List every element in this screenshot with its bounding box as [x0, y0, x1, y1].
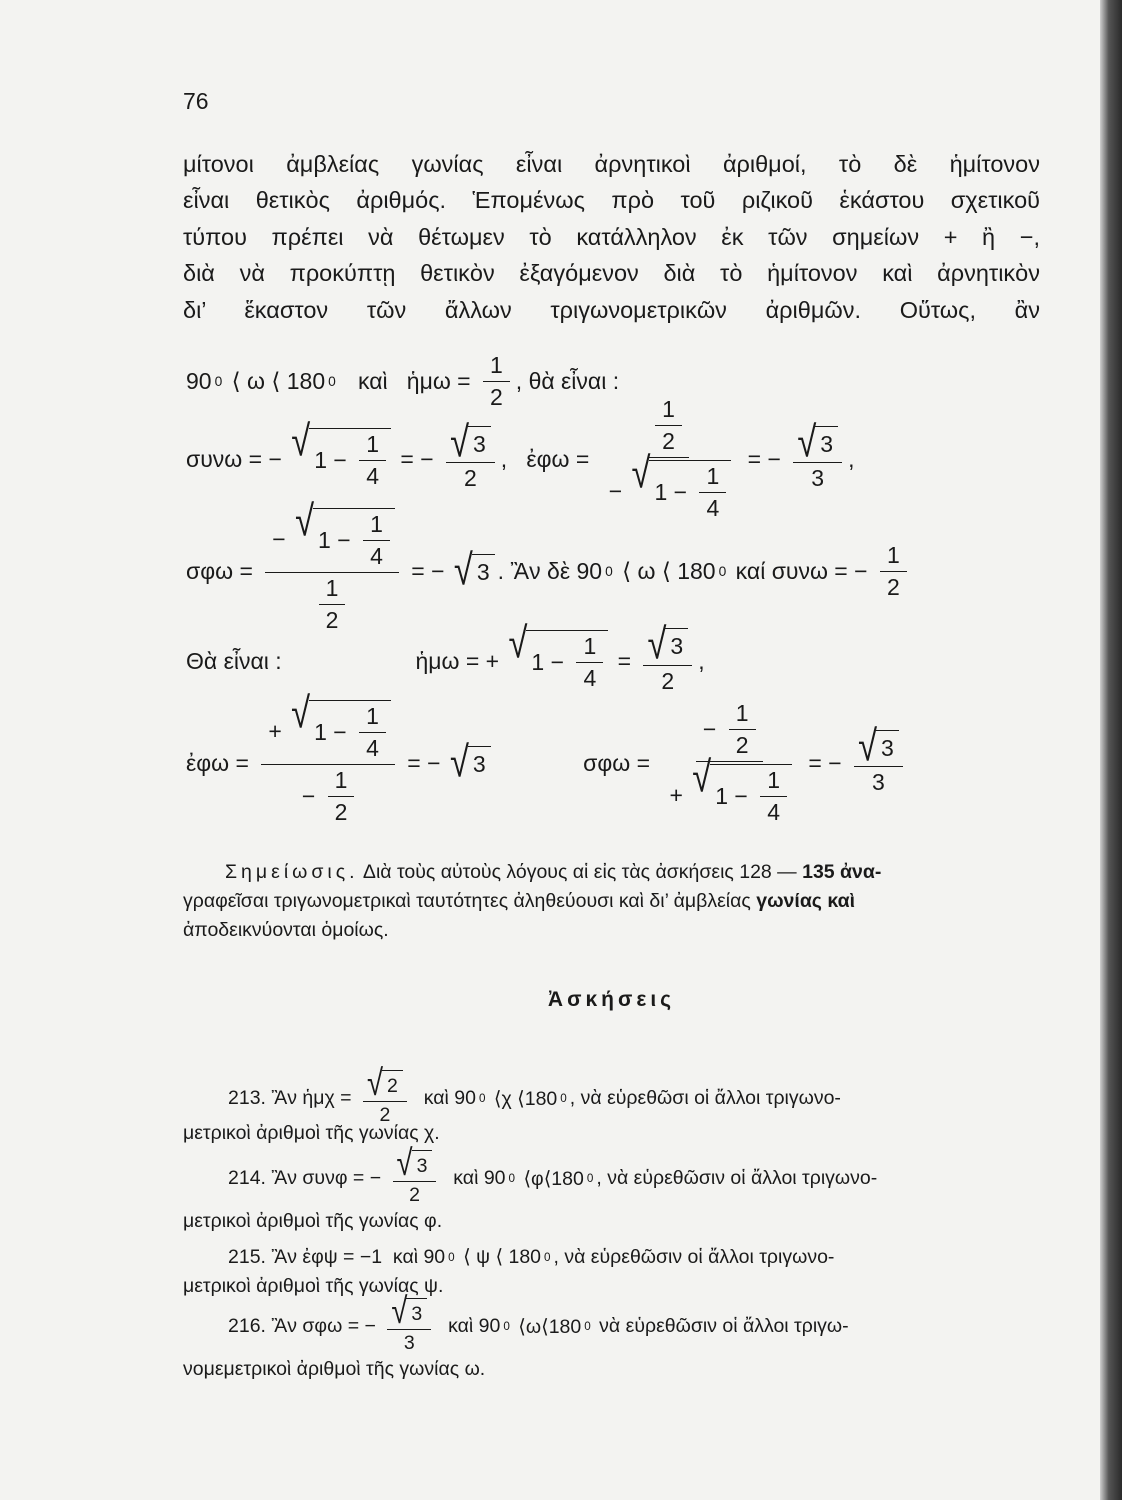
fraction — [265, 497, 399, 634]
exercise-line: μετρικοὶ ἀριθμοὶ τῆς γωνίας ψ. — [183, 1275, 444, 1297]
degree-superscript: 0 — [508, 1172, 516, 1186]
fraction — [363, 1063, 407, 1127]
fraction-numerator — [261, 689, 395, 765]
square-root — [858, 722, 899, 771]
degree-superscript: 0 — [718, 563, 727, 579]
radical-sign-icon: √ — [631, 449, 651, 498]
fraction — [576, 633, 603, 692]
math-text: = − — [802, 749, 849, 776]
paragraph-line: μίτονοι ἀμβλείας γωνίας εἶναι ἀρνητικοὶ ἀριθμοί, τὸ δὲ ἡμίτονον — [183, 151, 1040, 177]
math-text: 2 — [464, 465, 477, 492]
math-text: . Ἂν δὲ 90 — [497, 557, 603, 584]
math-text: 2 — [334, 799, 348, 825]
radical-sign-icon: √ — [508, 620, 528, 668]
fraction-denominator — [359, 733, 386, 762]
math-text: 1 − — [314, 719, 354, 745]
radical-sign-icon: √ — [449, 738, 469, 787]
fraction-numerator — [729, 700, 756, 730]
math-text: 3 — [411, 1302, 423, 1325]
fraction-numerator — [446, 418, 495, 467]
square-root — [291, 417, 391, 490]
fraction-denominator — [359, 461, 386, 490]
fraction — [393, 1143, 437, 1207]
math-text: 3 — [473, 431, 486, 457]
math-text: 1 — [767, 767, 781, 793]
math-text: σφω = — [186, 557, 260, 584]
math-line — [183, 497, 910, 634]
fraction — [363, 511, 390, 570]
radicand — [382, 1070, 403, 1099]
math-text: ⟨ ω ⟨ 180 — [615, 557, 716, 584]
math-text: 4 — [370, 543, 383, 569]
degree-superscript: 0 — [584, 1320, 591, 1334]
fraction — [854, 722, 903, 797]
math-text: 4 — [366, 463, 380, 489]
radical-sign-icon: √ — [858, 722, 878, 771]
math-text: 2 — [662, 428, 675, 454]
math-text: 1 − — [314, 447, 354, 473]
square-root — [692, 753, 792, 826]
math-text: ⟨ ψ ⟨ 180 — [457, 1246, 542, 1268]
radicand — [313, 508, 395, 570]
fraction-numerator — [643, 621, 692, 669]
math-text: = − — [741, 445, 788, 472]
fraction-denominator — [654, 666, 681, 695]
math-text: 3 — [403, 1332, 415, 1355]
fraction-denominator — [804, 463, 831, 492]
math-text: 1 − — [654, 479, 694, 505]
radical-sign-icon: √ — [450, 418, 469, 467]
fraction-denominator — [363, 541, 390, 570]
fraction-denominator — [576, 663, 603, 692]
math-text: , ἐφω = — [500, 445, 596, 472]
square-root — [647, 621, 688, 669]
math-text: 3 — [811, 465, 825, 492]
math-text: 1 — [662, 396, 675, 422]
math-text: + — [669, 781, 690, 808]
fraction-denominator — [402, 1182, 427, 1207]
radicand — [468, 426, 491, 461]
math-text: 1 — [706, 463, 720, 489]
math-text: , — [848, 445, 855, 472]
math-text: 2 — [379, 1104, 391, 1127]
math-text: 4 — [706, 495, 720, 521]
radical-sign-icon: √ — [453, 546, 473, 595]
fraction-numerator — [363, 1063, 407, 1104]
math-text: 214. Ἂν συνφ = − — [228, 1167, 387, 1190]
math-text: 1 — [370, 511, 383, 537]
exercise-line — [225, 1245, 837, 1269]
square-root — [797, 418, 838, 467]
fraction-numerator — [793, 418, 842, 467]
math-text: − — [272, 525, 293, 552]
radical-sign-icon: √ — [396, 1143, 413, 1184]
math-text: 3 — [472, 751, 486, 777]
math-text: 1 — [325, 575, 339, 601]
math-text: , νὰ εὑρεθῶσιν οἱ ἄλλοι τριγωνο- — [553, 1245, 835, 1268]
math-text: 2 — [325, 607, 339, 633]
radicand — [309, 700, 391, 762]
radicand — [468, 746, 491, 781]
square-root — [291, 689, 391, 762]
degree-superscript: 0 — [328, 374, 336, 389]
fraction-numerator — [393, 1143, 437, 1184]
square-root — [366, 1063, 403, 1104]
fraction-numerator — [483, 352, 510, 382]
square-root — [450, 418, 491, 467]
page-number: 76 — [183, 88, 209, 114]
fraction-denominator — [729, 730, 756, 759]
square-root — [449, 738, 491, 787]
math-text: 2 — [661, 667, 675, 694]
math-text: ⟨ω⟨180 — [512, 1315, 582, 1338]
note-text: Διὰ τοὺς αὐτοὺς λόγους αἱ εἰς τὰς ἀσκήσεις 128 — — [358, 861, 803, 883]
radical-sign-icon: √ — [797, 418, 817, 467]
fraction-denominator — [328, 797, 355, 826]
math-text: 1 — [886, 541, 900, 568]
math-line — [183, 620, 708, 695]
fraction-denominator — [865, 767, 892, 796]
degree-superscript: 0 — [448, 1250, 455, 1264]
fraction — [655, 396, 682, 455]
fraction-numerator — [359, 703, 386, 733]
exercise-line — [225, 1143, 880, 1207]
fraction-denominator — [662, 753, 796, 826]
radicand — [309, 428, 391, 490]
degree-superscript: 0 — [586, 1172, 594, 1186]
math-text: 3 — [416, 1154, 428, 1177]
math-text: 90 — [186, 368, 212, 394]
math-text: 1 — [735, 700, 749, 726]
exercise-line — [225, 1291, 852, 1355]
radicand — [876, 730, 899, 765]
note-bold: 135 ἀνα- — [802, 861, 882, 883]
math-text: 1 — [583, 633, 597, 660]
radicand — [412, 1150, 433, 1179]
math-text: καὶ 90 — [437, 1315, 501, 1338]
note-label: Σημείωσις. — [225, 861, 359, 883]
math-text: = − — [400, 749, 447, 776]
math-text: 1 — [366, 431, 380, 457]
fraction — [387, 1291, 431, 1355]
square-root — [396, 1143, 433, 1184]
math-text: 4 — [767, 799, 781, 825]
math-text: Θὰ εἶναι : — [186, 647, 282, 674]
math-text: 1 — [334, 767, 348, 793]
math-text: 2 — [735, 732, 749, 758]
fraction-numerator — [265, 497, 399, 573]
fraction-denominator — [655, 426, 682, 455]
math-text: ἐφω = — [186, 749, 256, 776]
note-text: γραφεῖσαι τριγωνομετρικαὶ ταυτότητες ἀληθεύουσι καὶ δι’ ἀμβλείας — [183, 890, 757, 912]
math-text: νὰ εὑρεθῶσιν οἱ ἄλλοι τριγω- — [593, 1315, 849, 1338]
math-text: 2 — [409, 1184, 420, 1207]
degree-superscript: 0 — [503, 1320, 510, 1334]
math-text: ἡμω = + — [287, 647, 506, 674]
math-text: = − — [404, 557, 451, 584]
math-line — [183, 689, 906, 826]
fraction — [319, 575, 346, 634]
math-text: ⟨φ⟨180 — [518, 1167, 584, 1190]
radicand — [406, 1298, 427, 1327]
fraction-numerator — [880, 542, 907, 572]
math-text: , νὰ εὑρεθῶσι οἱ ἄλλοι τριγωνο- — [569, 1087, 841, 1110]
math-text: − — [608, 477, 629, 504]
math-text: 1 − — [715, 783, 755, 809]
fraction — [793, 418, 842, 493]
radical-sign-icon: √ — [647, 621, 667, 669]
note-text: ἀποδεικνύονται ὁμοίως. — [183, 919, 389, 941]
math-text: = − — [394, 445, 441, 472]
square-root — [391, 1291, 427, 1332]
math-text: 216. Ἂν σφω = − — [228, 1315, 382, 1338]
math-text: 3 — [476, 559, 490, 585]
radical-sign-icon: √ — [291, 689, 311, 738]
fraction-numerator — [387, 1291, 431, 1332]
math-text: 2 — [387, 1074, 398, 1097]
square-root — [453, 546, 495, 595]
radical-sign-icon: √ — [291, 417, 311, 466]
fraction-numerator — [760, 767, 787, 797]
radicand — [815, 426, 838, 461]
radical-sign-icon: √ — [692, 753, 712, 802]
paragraph-line: τύπου πρέπει νὰ θέτωμεν τὸ κατάλληλον ἐκ τῶν σημείων + ἢ −, — [183, 223, 1040, 250]
fraction-numerator — [655, 396, 682, 426]
fraction-numerator — [319, 575, 346, 605]
square-root — [508, 620, 608, 692]
fraction-denominator — [457, 463, 484, 492]
fraction-numerator — [648, 396, 689, 458]
radical-sign-icon: √ — [295, 497, 315, 546]
math-text: καὶ ἡμω = — [338, 368, 477, 394]
page-edge-shadow — [1100, 0, 1122, 1500]
fraction — [760, 767, 787, 826]
radicand — [526, 630, 608, 692]
fraction-denominator — [760, 797, 787, 826]
math-text: 1 — [490, 352, 503, 378]
math-text: 2 — [490, 384, 503, 410]
math-text: + — [268, 717, 289, 744]
fraction — [446, 418, 495, 493]
fraction-numerator — [359, 431, 386, 461]
math-text: 4 — [583, 665, 597, 692]
math-text: 3 — [881, 735, 894, 761]
fraction — [643, 621, 692, 695]
math-text: συνω = − — [186, 445, 289, 472]
fraction — [729, 700, 756, 759]
exercise-line: μετρικοὶ ἀριθμοὶ τῆς γωνίας φ. — [183, 1210, 443, 1232]
math-text: − — [301, 783, 322, 809]
fraction-denominator — [295, 765, 362, 826]
math-text: 3 — [670, 633, 684, 660]
fraction — [328, 767, 355, 826]
fraction-denominator — [312, 573, 353, 634]
fraction — [662, 700, 796, 826]
note-bold: γωνίας καὶ — [756, 890, 855, 912]
radical-sign-icon: √ — [366, 1063, 384, 1104]
fraction-denominator — [880, 572, 907, 601]
math-text: καί συνω = − — [729, 557, 874, 584]
math-text: καὶ 90 — [442, 1167, 506, 1190]
body-paragraph — [183, 146, 1040, 328]
radical-sign-icon: √ — [391, 1291, 408, 1332]
math-text: 2 — [886, 573, 900, 600]
fraction — [602, 396, 736, 522]
fraction-numerator — [363, 511, 390, 541]
math-text: , — [698, 647, 705, 674]
math-text: 215. Ἂν ἐφψ = −1 καὶ 90 — [228, 1245, 446, 1268]
fraction-denominator — [397, 1330, 422, 1355]
math-text: 213. Ἂν ἡμχ = — [228, 1087, 357, 1110]
paragraph-line: εἶναι θετικὸς ἀριθμός. Ἑπομένως πρὸ τοῦ ριζικοῦ ἑκάστου σχετικοῦ — [183, 187, 1040, 214]
fraction — [359, 703, 386, 762]
fraction — [359, 431, 386, 490]
degree-superscript: 0 — [605, 563, 613, 579]
math-text: 1 — [366, 703, 379, 729]
radicand — [710, 764, 792, 826]
note-paragraph — [183, 858, 1040, 945]
math-text: , θὰ εἶναι : — [515, 368, 620, 394]
math-text: 1 − — [531, 649, 571, 676]
math-text: = — [611, 647, 638, 674]
radicand — [665, 628, 688, 663]
degree-superscript: 0 — [544, 1250, 551, 1264]
degree-superscript: 0 — [478, 1092, 486, 1106]
exercise-line: μετρικοὶ ἀριθμοὶ τῆς γωνίας χ. — [183, 1122, 440, 1144]
math-text: 1 − — [318, 527, 358, 553]
degree-superscript: 0 — [214, 374, 223, 389]
fraction — [880, 542, 907, 601]
fraction-numerator — [328, 767, 355, 797]
section-heading: Ἀσκήσεις — [547, 988, 676, 1011]
math-text: 3 — [872, 769, 885, 796]
math-text: , νὰ εὑρεθῶσιν οἱ ἄλλοι τριγωνο- — [596, 1167, 878, 1190]
fraction-numerator — [696, 700, 763, 762]
exercise-line — [225, 1063, 844, 1127]
radicand — [472, 554, 495, 589]
math-text: ⟨ ω ⟨ 180 — [225, 368, 326, 394]
math-text: 3 — [820, 431, 834, 457]
exercise-line: νομεμετρικοὶ ἀριθμοὶ τῆς γωνίας ω. — [183, 1358, 486, 1380]
math-line — [183, 396, 857, 522]
math-text: 4 — [366, 735, 379, 761]
fraction-numerator — [699, 463, 726, 493]
math-text: ⟨χ ⟨180 — [488, 1087, 558, 1110]
fraction — [261, 689, 395, 826]
degree-superscript: 0 — [560, 1092, 567, 1106]
math-text: σφω = — [493, 749, 657, 776]
fraction-numerator — [854, 722, 903, 771]
math-text: − — [702, 716, 723, 742]
paragraph-line: διὰ νὰ προκύπτῃ θετικὸν ἐξαγόμενον διὰ τὸ ἡμίτονον καὶ ἀρνητικὸν — [183, 260, 1040, 287]
math-text: καὶ 90 — [412, 1087, 476, 1110]
square-root — [295, 497, 395, 570]
fraction-numerator — [576, 633, 603, 663]
paragraph-line: δι’ ἕκαστον τῶν ἄλλων τριγωνομετρικῶν ἀριθμῶν. Οὕτως, ἂν — [183, 296, 1040, 323]
